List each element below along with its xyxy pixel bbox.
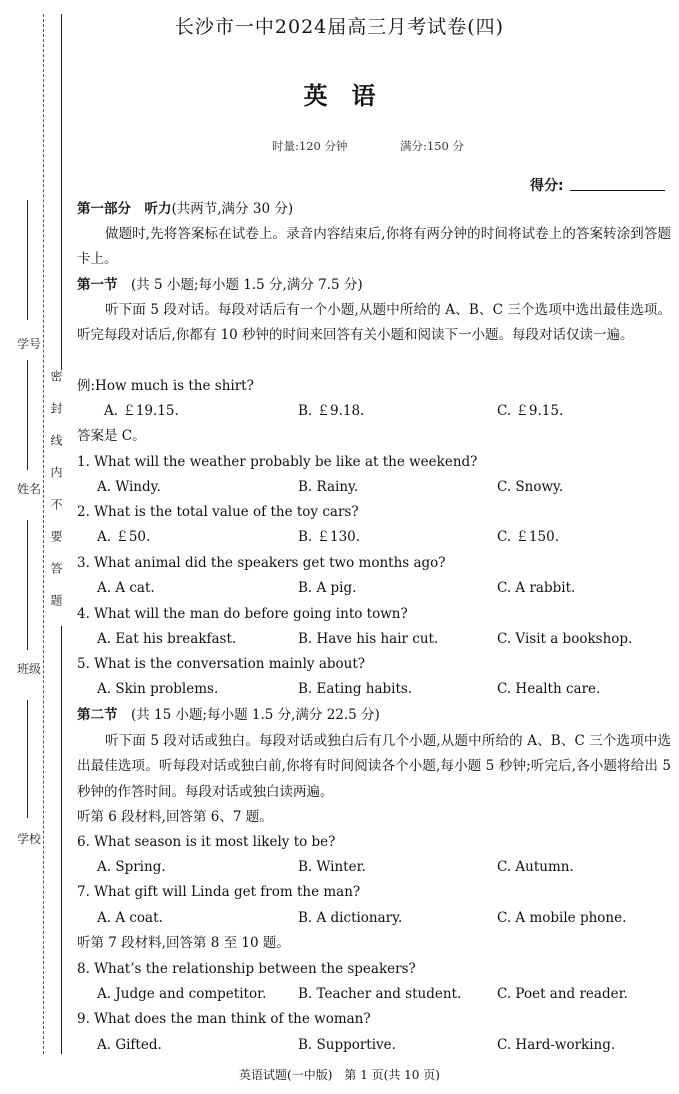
q7-option-a[interactable]: A. A coat. <box>97 910 163 926</box>
q6-option-b[interactable]: B. Winter. <box>298 859 366 875</box>
q3-option-a[interactable]: A. A cat. <box>97 580 155 596</box>
question-9: 9. What does the man think of the woman? <box>77 1011 371 1027</box>
q9-option-b[interactable]: B. Supportive. <box>298 1037 396 1053</box>
question-5: 5. What is the conversation mainly about? <box>77 656 366 672</box>
q9-option-c[interactable]: C. Hard-working. <box>497 1037 616 1053</box>
part1-heading-text: 第一部分 听力 <box>77 201 172 217</box>
example-option-c: C. ￡9.15. <box>497 403 564 419</box>
q1-option-b[interactable]: B. Rainy. <box>298 479 359 495</box>
q2-option-c[interactable]: C. ￡150. <box>497 529 559 545</box>
section2-note: (共 15 小题;每小题 1.5 分,满分 22.5 分) <box>117 707 380 723</box>
example-option-b: B. ￡9.18. <box>298 403 365 419</box>
part1-heading <box>77 197 672 222</box>
question-4: 4. What will the man do before going into town? <box>77 606 408 622</box>
q2-option-b[interactable]: B. ￡130. <box>298 529 361 545</box>
question-7: 7. What gift will Linda get from the man? <box>77 884 361 900</box>
q5-option-a[interactable]: A. Skin problems. <box>97 681 219 697</box>
q4-option-c[interactable]: C. Visit a bookshop. <box>497 631 633 647</box>
q9-option-a[interactable]: A. Gifted. <box>97 1037 162 1053</box>
question-8: 8. What’s the relationship between the speakers? <box>77 961 416 977</box>
section1-note: (共 5 小题;每小题 1.5 分,满分 7.5 分) <box>117 277 363 293</box>
material-7-prompt: 听第 7 段材料,回答第 8 至 10 题。 <box>77 935 290 951</box>
seal-line-text: 密封线内不要答题 <box>49 370 63 626</box>
class-fill-line <box>27 520 28 650</box>
part1-note: (共两节,满分 30 分) <box>171 201 294 217</box>
score-label: 得分: <box>530 178 564 194</box>
q1-option-a[interactable]: A. Windy. <box>97 479 161 495</box>
school-fill-line <box>27 700 28 818</box>
q3-option-b[interactable]: B. A pig. <box>298 580 357 596</box>
question-3: 3. What animal did the speakers get two months ago? <box>77 555 446 571</box>
q7-option-c[interactable]: C. A mobile phone. <box>497 910 627 926</box>
section1-heading <box>77 273 672 298</box>
part1-instruction: 做题时,先将答案标在试卷上。录音内容结束后,你将有两分钟的时间将试卷上的答案转涂到答题卡上。 <box>77 226 671 268</box>
q5-option-b[interactable]: B. Eating habits. <box>298 681 413 697</box>
exam-title: 长沙市一中2024届高三月考试卷(四) <box>174 16 505 38</box>
time-limit: 时量:120 分钟 <box>272 139 348 153</box>
q1-option-c[interactable]: C. Snowy. <box>497 479 564 495</box>
score-blank[interactable] <box>570 190 665 191</box>
name-label: 姓名 <box>17 482 42 496</box>
q8-option-c[interactable]: C. Poet and reader. <box>497 986 628 1002</box>
section2-heading <box>77 703 672 728</box>
class-label: 班级 <box>17 662 42 676</box>
q2-option-a[interactable]: A. ￡50. <box>97 529 151 545</box>
q7-option-b[interactable]: B. A dictionary. <box>298 910 403 926</box>
question-6: 6. What season is it most likely to be? <box>77 834 336 850</box>
q3-option-c[interactable]: C. A rabbit. <box>497 580 576 596</box>
page-footer: 英语试题(一中版) 第 1 页(共 10 页) <box>239 1068 440 1082</box>
section1-heading-text: 第一节 <box>77 277 118 293</box>
q4-option-a[interactable]: A. Eat his breakfast. <box>97 631 237 647</box>
example-answer: 答案是 C。 <box>77 428 146 444</box>
q8-option-a[interactable]: A. Judge and competitor. <box>97 986 267 1002</box>
question-2: 2. What is the total value of the toy cars? <box>77 504 359 520</box>
q4-option-b[interactable]: B. Have his hair cut. <box>298 631 439 647</box>
question-1: 1. What will the weather probably be like at the weekend? <box>77 454 478 470</box>
full-score: 满分:150 分 <box>400 139 464 153</box>
q6-option-a[interactable]: A. Spring. <box>97 859 166 875</box>
seal-dashed-line <box>43 14 44 1054</box>
q5-option-c[interactable]: C. Health care. <box>497 681 601 697</box>
q8-option-b[interactable]: B. Teacher and student. <box>298 986 462 1002</box>
example-question: 例:How much is the shirt? <box>77 378 254 394</box>
q6-option-c[interactable]: C. Autumn. <box>497 859 574 875</box>
section1-instruction: 听下面 5 段对话。每段对话后有一个小题,从题中所给的 A、B、C 三个选项中选出最佳选项。听完每段对话后,你都有 10 秒钟的时间来回答有关小题和阅读下一小题。每段对话仅读一遍。 <box>77 302 671 344</box>
name-fill-line <box>27 360 28 470</box>
student-id-label: 学号 <box>17 337 42 351</box>
example-option-a: A. ￡19.15. <box>104 403 179 419</box>
school-label: 学校 <box>17 832 42 846</box>
section2-heading-text: 第二节 <box>77 707 118 723</box>
subject-title: 英语 <box>303 81 400 110</box>
material-6-prompt: 听第 6 段材料,回答第 6、7 题。 <box>77 809 273 825</box>
student-id-fill-line <box>27 200 28 320</box>
section2-instruction: 听下面 5 段对话或独白。每段对话或独白后有几个小题,从题中所给的 A、B、C 三个选项中选出最佳选项。听每段对话或独白前,你将有时间阅读各个小题,每小题 5 秒钟;听完后,各小题将给出 5 秒钟的作答时间。每段对话或独白读两遍。 <box>77 733 671 800</box>
